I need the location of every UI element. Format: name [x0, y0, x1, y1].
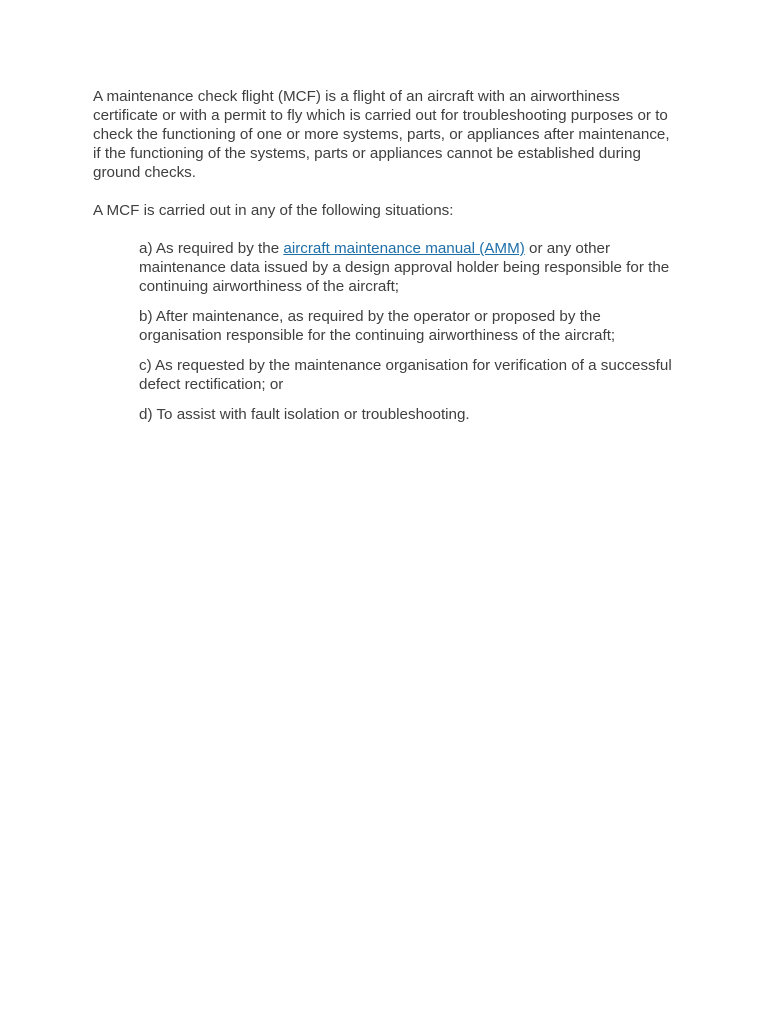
- situations-intro: A MCF is carried out in any of the following situations:: [93, 202, 454, 219]
- situations-list: [93, 239, 678, 424]
- list-item-b: b) After maintenance, as required by the operator or proposed by the organisation responsible for the continuing airworthiness of the aircraft;: [139, 308, 616, 344]
- list-item-a-text-before: a) As required by the: [139, 240, 284, 257]
- list-item-a: [139, 239, 678, 296]
- list-item-c: c) As requested by the maintenance organisation for verification of a successful defect rectification; or: [139, 357, 672, 393]
- amm-link[interactable]: aircraft maintenance manual (AMM): [283, 240, 525, 257]
- list-item-a-text-after: or any other maintenance data issued by a design approval holder being responsible for the continuing airworthiness of the aircraft;: [139, 240, 670, 295]
- list-item-d: d) To assist with fault isolation or troubleshooting.: [139, 406, 470, 423]
- intro-paragraph: A maintenance check flight (MCF) is a flight of an aircraft with an airworthiness certificate or with a permit to fly which is carried out for troubleshooting purposes or to check the functioning of one or more systems, parts, or appliances after maintenance, if the functioning of the systems, parts or appliances cannot be established during ground checks.: [93, 88, 670, 181]
